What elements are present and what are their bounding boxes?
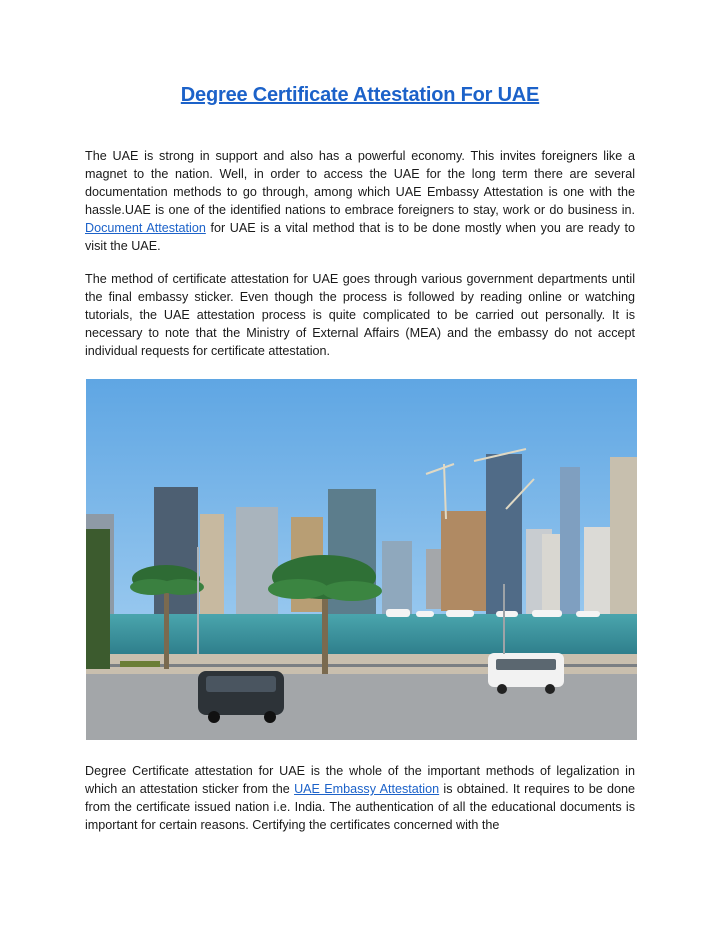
intro-text-before-link: The UAE is strong in support and also has a powerful economy. This invites foreigners like a magnet to the nation. Well, in order to access the UAE for the long term there are several documentation methods to go through, among which UAE Embassy Attestation is one with the hassle.UAE is one of the identified nations to embrace foreigners to stay, work or do business in. [85, 149, 635, 217]
method-paragraph: The method of certificate attestation for UAE goes through various government departments until the final embassy sticker. Even though the process is followed by reading online or watching tutorials, the UAE attestation process is quite complicated to be carried out personally. It is necessary to note that the Ministry of External Affairs (MEA) and the embassy do not accept individual requests for certificate attestation. [85, 272, 635, 358]
dubai-marina-photo [86, 379, 637, 740]
degree-text-before-link: Degree Certificate attestation for UAE is the whole of the important methods of legalization in which an attestation sticker from the [85, 764, 635, 796]
uae-embassy-attestation-link[interactable]: UAE Embassy Attestation [294, 782, 440, 796]
intro-paragraph [85, 147, 635, 255]
degree-attestation-paragraph [85, 762, 635, 834]
intro-text-after-link: for UAE is a vital method that is to be done mostly when you are ready to visit the UAE. [85, 221, 635, 253]
degree-text-after-link: is obtained. It requires to be done from the certificate issued nation i.e. India. The authentication of all the educational documents is important for certain reasons. Certifying the certificates concerned with the [85, 782, 636, 832]
page-title: Degree Certificate Attestation For UAE [180, 84, 540, 106]
document-attestation-link[interactable]: Document Attestation [85, 221, 206, 235]
